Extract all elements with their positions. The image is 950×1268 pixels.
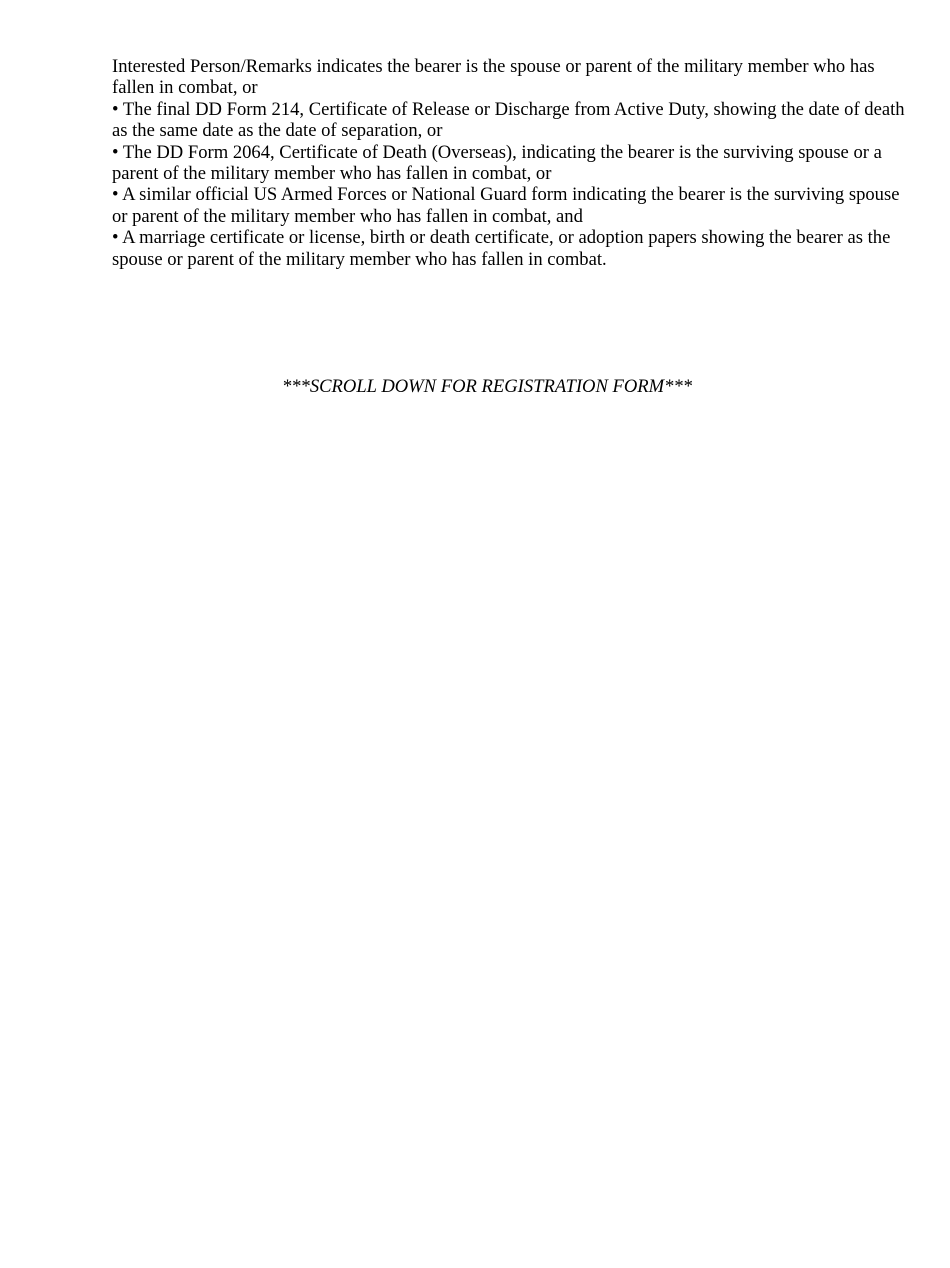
- scroll-down-note: ***SCROLL DOWN FOR REGISTRATION FORM***: [281, 376, 693, 397]
- bullet-dd-form-2064: • The DD Form 2064, Certificate of Death (Overseas), indicating the bearer is the surviving spouse or a parent of the military member who has fallen in combat, or: [112, 141, 882, 185]
- paragraph-interested-person: Interested Person/Remarks indicates the bearer is the spouse or parent of the military member who has fallen in combat, or: [112, 56, 875, 99]
- bullet-marriage-birth-adoption: • A marriage certificate or license, birth or death certificate, or adoption papers showing the bearer as the spouse or parent of the military member who has fallen in combat.: [112, 227, 891, 270]
- bullet-dd-form-214: • The final DD Form 214, Certificate of Release or Discharge from Active Duty, showing the date of death as the same date as the date of separation, or: [112, 98, 905, 142]
- eligibility-text: [112, 56, 912, 270]
- bullet-similar-official-form: • A similar official US Armed Forces or National Guard form indicating the bearer is the surviving spouse or parent of the military member who has fallen in combat, and: [112, 184, 900, 227]
